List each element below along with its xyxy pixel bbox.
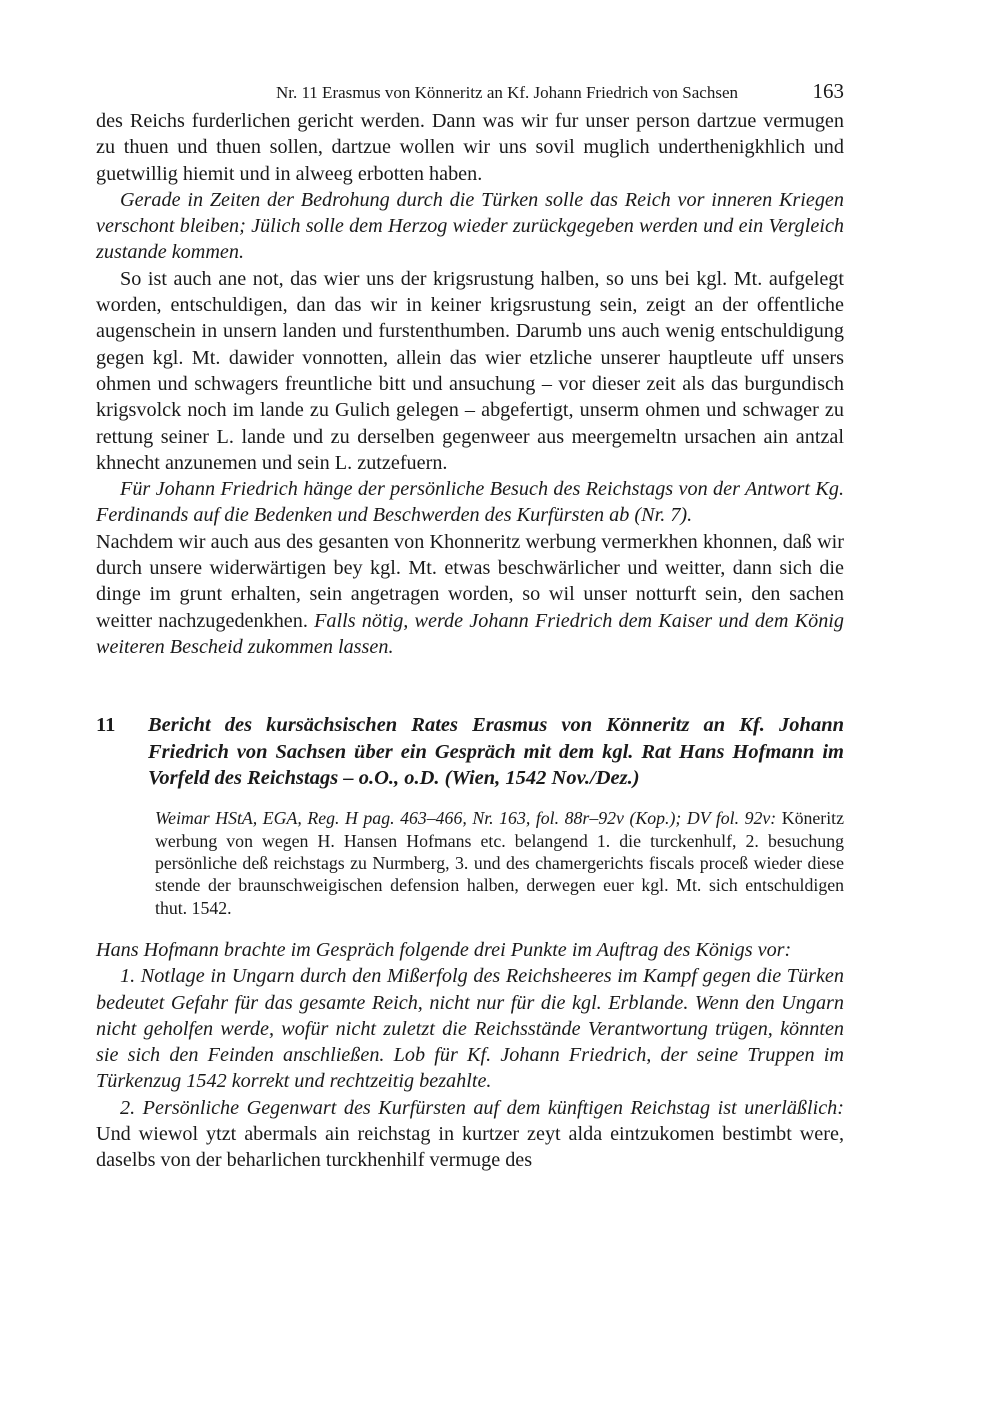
- body-paragraph-mixed: [96, 529, 844, 660]
- body-text: Nachdem wir auch aus des gesanten von Khonneritz werbung vermerkhen khonnen, daß wir durch unsere widerwärtigen bey kgl. Mt. etwas beschwärlicher und weitter, dann sich die dinge im grunt erhalten, sein angetragen worden, so wil unser notturft sein, den sachen weitter nachzugedenkhen.: [96, 530, 844, 632]
- running-header: [96, 78, 844, 108]
- editorial-summary: Gerade in Zeiten der Bedrohung durch die Türken solle das Reich vor inneren Kriegen verschont bleiben; Jülich solle dem Herzog wieder zurückgegeben werden und ein Vergleich zustande kommen.: [96, 188, 844, 264]
- section-gap: [96, 660, 844, 710]
- page-number: 163: [812, 79, 844, 103]
- document-number: 11: [96, 714, 116, 737]
- editorial-summary: Für Johann Friedrich hänge der persönliche Besuch des Reichstags von der Antwort Kg. Ferdinands auf die Bedenken und Beschwerden des Kurfürsten ab (Nr. 7).: [96, 478, 844, 527]
- editorial-summary: Falls nötig, werde Johann Friedrich dem Kaiser und dem König weiteren Bescheid zukommen lassen.: [96, 609, 845, 658]
- document-heading: [96, 712, 844, 791]
- source-dorsal-note: Köneritz werbung von wegen H. Hansen Hofmans etc. belangend 1. die turckenhulf, 2. besuchung persönliche deß reichstags zu Nurmberg, 3. und des chamergerichts fiscals proceß wieder diese stende der braunschweigischen defension halben, derwegen euer kgl. Mt. sich entschuldigen thut. 1542.: [155, 808, 844, 918]
- body-paragraph: des Reichs furderlichen gericht werden. Dann was wir fur unser person dartzue vermugen zu thuen und thuen sollen, dartzue wollen wir uns sovil muglich underthenigkhlich und guetwillig hiemit und in alweeg erbotten haben.: [96, 110, 844, 185]
- point-2-quote: Und wiewol ytzt abermals ain reichstag in kurtzer zeyt alda eintzukomen bestimbt were, daselbs von der beharlichen turckhenhilf vermuge des: [96, 1123, 844, 1172]
- document-body: [96, 937, 844, 1174]
- editorial-intro: Hans Hofmann brachte im Gespräch folgende drei Punkte im Auftrag des Königs vor:: [96, 938, 792, 961]
- point-2-summary: 2. Persönliche Gegenwart des Kurfürsten auf dem künftigen Reichstag ist unerläßlich:: [120, 1096, 844, 1119]
- source-note: [155, 807, 844, 919]
- point-2: [96, 1095, 844, 1174]
- body-paragraph: So ist auch ane not, das wier uns der krigsrustung halben, so uns bei kgl. Mt. aufgelegt worden, entschuldigen, dan das wir in keiner krigsrustung sein, zeigt an der offentliche augenschein in unsern landen und furstenthumben. Darumb uns auch wenig entschuldigung gegen kgl. Mt. dawider vonnotten, allein das wier etzliche unserer hauptleute uff unsers ohmen und schwagers freuntliche bitt und ansuchung – vor dieser zeit als das burgundisch krigsvolck noch im lande zu Gulich gelegen – abgefertigt, unserm ohmen und schwager zu rettung seiner L. lande und zu derselben gegenweer aus meergemeltn ursachen ain antzal khnecht anzunemen und sein L. zutzefuern.: [96, 267, 844, 474]
- document-title: Bericht des kursächsischen Rates Erasmus von Könneritz an Kf. Johann Friedrich von Sachsen über ein Gespräch mit dem kgl. Rat Hans Hofmann im Vorfeld des Reichstags – o.O., o.D. (Wien, 1542 Nov./Dez.): [148, 714, 844, 789]
- source-archive: Weimar HStA, EGA, Reg. H pag. 463–466, Nr. 163, fol. 88r–92v (Kop.); DV fol. 92v:: [155, 808, 777, 829]
- book-page: [96, 78, 844, 1174]
- point-1: 1. Notlage in Ungarn durch den Mißerfolg des Reichsheeres im Kampf gegen die Türken bedeutet Gefahr für das gesamte Reich, nicht nur für die kgl. Erblande. Wenn den Ungarn nicht geholfen werde, wofür nicht zuletzt die Reichsstände Verantwortung trügen, könnten sie sich den Feinden anschließen. Lob für Kf. Johann Friedrich, der seine Truppen im Türkenzug 1542 korrekt und rechtzeitig bezahlte.: [96, 965, 844, 1093]
- running-title: Nr. 11 Erasmus von Könneritz an Kf. Johann Friedrich von Sachsen: [275, 83, 738, 102]
